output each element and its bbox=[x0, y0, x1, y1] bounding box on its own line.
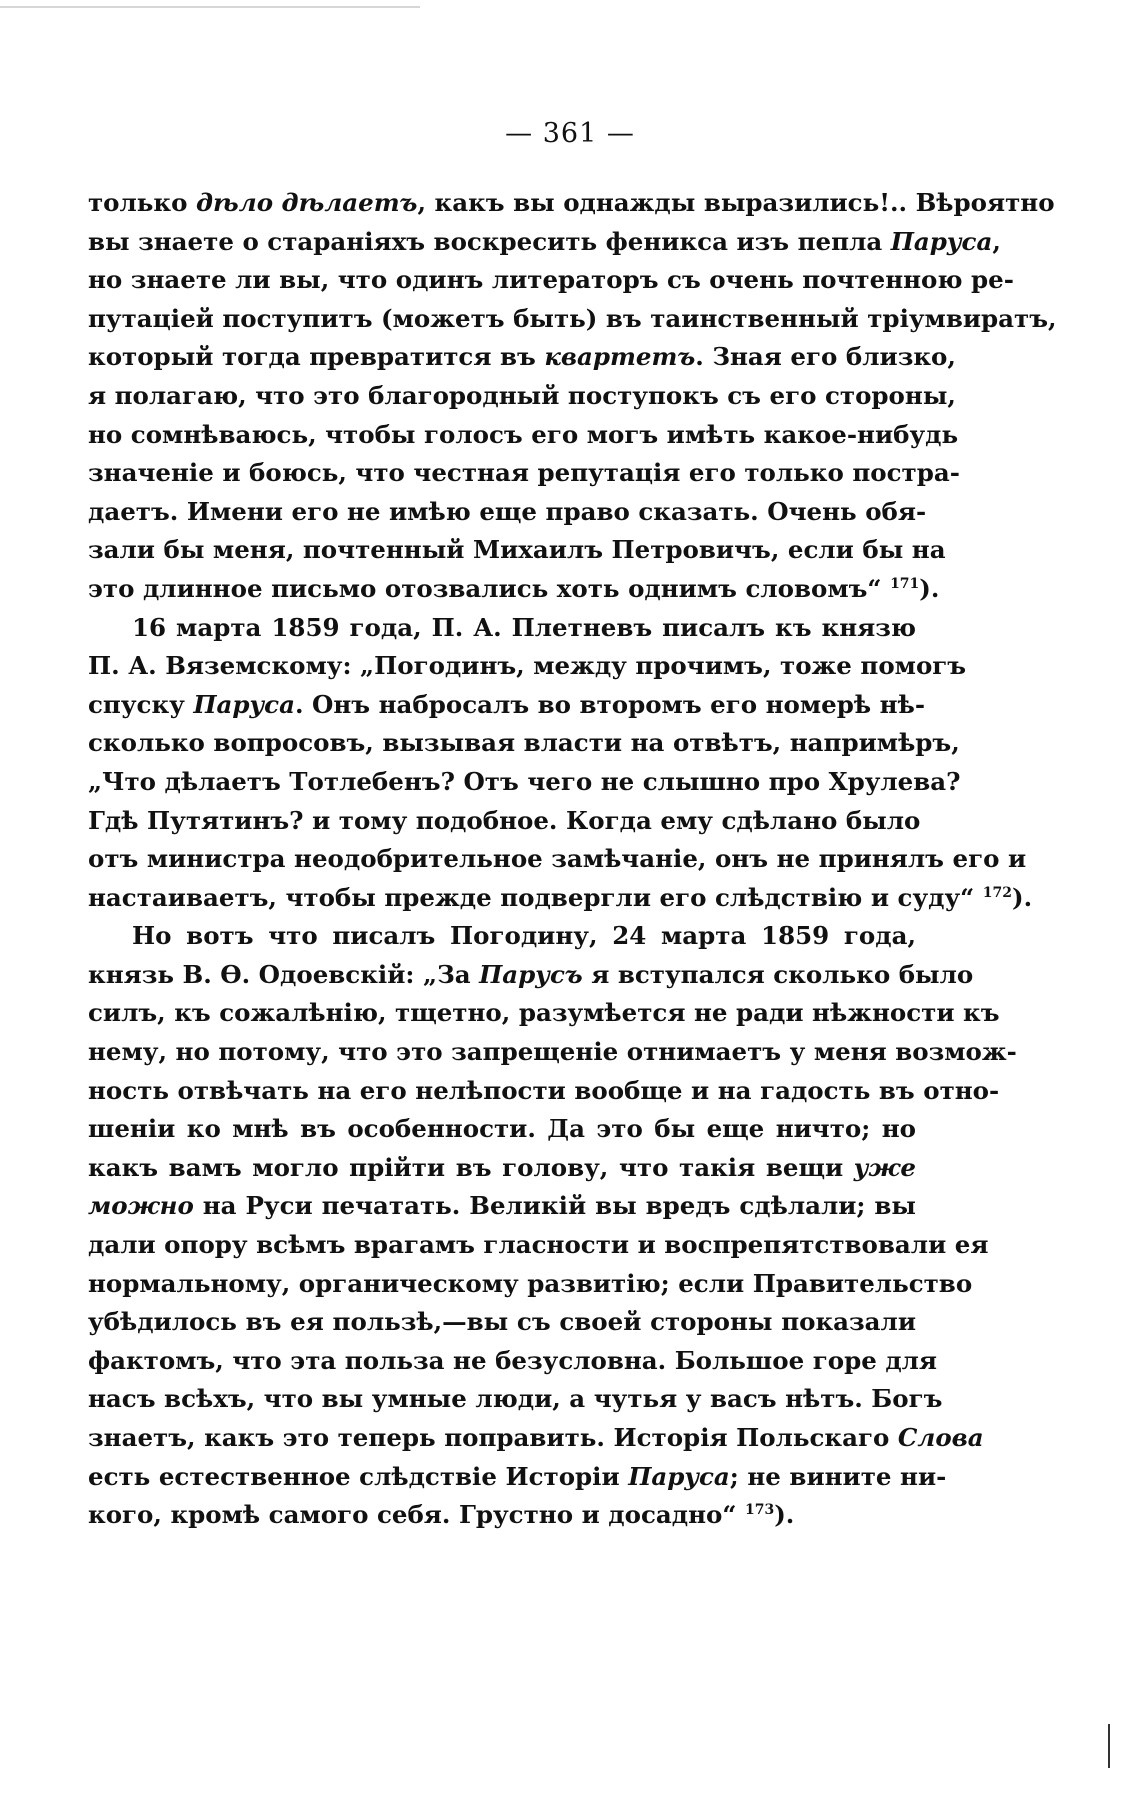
text-run: я полагаю, что это благородный поступокъ съ его стороны, bbox=[88, 380, 956, 410]
text-line bbox=[88, 1380, 943, 1419]
text-line bbox=[88, 1149, 916, 1188]
text-run: ность отвѣчать на его нелѣпости вообще и на гадость въ отно- bbox=[88, 1075, 1000, 1105]
text-line bbox=[88, 1303, 916, 1342]
text-run: дали опору всѣмъ врагамъ гласности и воспрепятствовали ея bbox=[88, 1230, 989, 1260]
text-line bbox=[88, 956, 974, 995]
text-run: который тогда превратится въ bbox=[88, 342, 545, 372]
text-line bbox=[88, 1419, 984, 1458]
text-run: путаціей поступитъ (можетъ быть) въ таинственный тріумвиратъ, bbox=[88, 303, 1057, 333]
footnote-ref: 171 bbox=[890, 575, 920, 592]
page-number: — 361 — bbox=[505, 118, 635, 149]
text-line bbox=[88, 1496, 916, 1535]
text-line bbox=[88, 531, 946, 570]
italic-run: Паруса bbox=[628, 1461, 730, 1491]
text-line bbox=[88, 223, 1001, 262]
text-run: значеніе и боюсь, что честная репутація его только постра- bbox=[88, 458, 960, 488]
text-run: ; не вините ни- bbox=[729, 1461, 947, 1491]
text-line bbox=[88, 416, 959, 455]
text-line bbox=[88, 454, 960, 493]
text-run: спуску bbox=[88, 689, 194, 719]
text-run: сколько вопросовъ, вызывая власти на отвѣтъ, напримѣръ, bbox=[88, 728, 960, 758]
text-line bbox=[88, 647, 967, 686]
text-line bbox=[88, 879, 1033, 918]
text-run: Но вотъ что писалъ Погодину, 24 марта 1859 года, bbox=[132, 921, 916, 951]
text-line bbox=[88, 184, 1055, 223]
italic-run: уже bbox=[853, 1152, 916, 1182]
text-run: , какъ вы однажды выразились!.. Вѣроятно bbox=[417, 188, 1055, 217]
text-run: вы знаете о стараніяхъ воскресить феникса изъ пепла bbox=[88, 226, 891, 256]
text-run: 16 марта 1859 года, П. А. Плетневъ писалъ къ князю bbox=[132, 612, 916, 642]
text-run: какъ вамъ могло прійти въ голову, что такія вещи bbox=[88, 1152, 854, 1182]
italic-run: квартетъ bbox=[544, 342, 696, 372]
text-line bbox=[88, 1342, 938, 1381]
text-run: настаиваетъ, чтобы прежде подвергли его слѣдствію и суду“ bbox=[88, 882, 983, 912]
italic-run: Парусъ bbox=[479, 959, 583, 989]
text-line bbox=[88, 300, 1057, 339]
text-line bbox=[88, 338, 956, 377]
text-line bbox=[88, 1072, 1000, 1111]
text-run: но знаете ли вы, что одинъ литераторъ съ очень почтенною ре- bbox=[88, 265, 1014, 295]
text-line bbox=[88, 1033, 1017, 1072]
italic-run: Паруса bbox=[890, 226, 993, 256]
text-line bbox=[88, 609, 916, 648]
italic-run: Паруса bbox=[193, 689, 295, 719]
text-run: „Что дѣлаетъ Тотлебенъ? Отъ чего не слышно про Хрулева? bbox=[88, 766, 961, 796]
text-line bbox=[88, 917, 916, 956]
text-run: я вступался сколько было bbox=[582, 959, 974, 989]
text-line bbox=[88, 493, 927, 532]
text-run: на Руси печатать. Великій вы вредъ сдѣлали; вы bbox=[193, 1191, 916, 1221]
italic-run: можно bbox=[88, 1191, 194, 1221]
text-run: ). bbox=[919, 573, 940, 603]
text-run: П. А. Вяземскому: „Погодинъ, между прочимъ, тоже помогъ bbox=[88, 651, 967, 681]
text-line bbox=[88, 1187, 916, 1226]
text-line bbox=[88, 377, 956, 416]
text-run: зали бы меня, почтенный Михаилъ Петровичъ, если бы на bbox=[88, 535, 946, 565]
text-run: ). bbox=[1012, 882, 1033, 912]
text-run: убѣдилось въ ея пользѣ,—вы съ своей стороны показали bbox=[88, 1307, 916, 1337]
text-run: нему, но потому, что это запрещеніе отнимаетъ у меня возмож- bbox=[88, 1037, 1017, 1067]
text-run: кого, кромѣ самого себя. Грустно и досадно“ bbox=[88, 1500, 745, 1530]
text-run: . Зная его близко, bbox=[695, 342, 956, 372]
footnote-ref: 173 bbox=[744, 1502, 775, 1519]
text-run: силъ, къ сожалѣнію, тщетно, разумѣется не ради нѣжности къ bbox=[88, 998, 1000, 1028]
text-line bbox=[88, 763, 961, 802]
italic-run: дѣло дѣлаетъ bbox=[196, 188, 418, 217]
text-run: . Онъ набросалъ во второмъ его номерѣ нѣ- bbox=[294, 689, 925, 719]
text-line bbox=[88, 261, 1014, 300]
text-run: ). bbox=[774, 1500, 795, 1530]
text-run: даетъ. Имени его не имѣю еще право сказать. Очень обя- bbox=[88, 496, 927, 526]
text-run: знаетъ, какъ это теперь поправить. Исторія Польскаго bbox=[88, 1423, 898, 1452]
text-run: есть естественное слѣдствіе Исторіи bbox=[88, 1461, 629, 1491]
text-run: , bbox=[992, 226, 1001, 256]
footnote-ref: 172 bbox=[982, 884, 1012, 901]
italic-run: Слова bbox=[897, 1423, 984, 1452]
text-run: но сомнѣваюсь, чтобы голосъ его могъ имѣть какое-нибудь bbox=[88, 419, 959, 449]
text-line bbox=[88, 570, 940, 609]
scan-edge-artifact bbox=[0, 6, 420, 8]
text-run: это длинное письмо отозвались хоть однимъ словомъ“ bbox=[88, 573, 891, 603]
text-run: фактомъ, что эта польза не безусловна. Большое горе для bbox=[88, 1345, 938, 1375]
text-line bbox=[88, 802, 921, 841]
text-run: Гдѣ Путятинъ? и тому подобное. Когда ему сдѣлано было bbox=[88, 805, 921, 835]
text-run: нормальному, органическому развитію; если Правительство bbox=[88, 1268, 973, 1298]
text-line bbox=[88, 840, 1027, 879]
body-text bbox=[88, 184, 1057, 1535]
text-run: только bbox=[88, 188, 196, 217]
text-line bbox=[88, 994, 1000, 1033]
text-line bbox=[88, 1110, 916, 1149]
text-line bbox=[88, 724, 960, 763]
text-line bbox=[88, 1226, 989, 1265]
scan-margin-mark bbox=[1108, 1724, 1110, 1768]
text-run: насъ всѣхъ, что вы умные люди, а чутья у васъ нѣтъ. Богъ bbox=[88, 1384, 943, 1414]
text-line bbox=[88, 686, 925, 725]
text-run: шеніи ко мнѣ въ особенности. Да это бы еще ничто; но bbox=[88, 1114, 916, 1144]
text-run: князь В. Ѳ. Одоевскій: „За bbox=[88, 959, 480, 989]
text-run: отъ министра неодобрительное замѣчаніе, онъ не принялъ его и bbox=[88, 844, 1027, 874]
text-line bbox=[88, 1265, 973, 1304]
text-line bbox=[88, 1458, 947, 1497]
